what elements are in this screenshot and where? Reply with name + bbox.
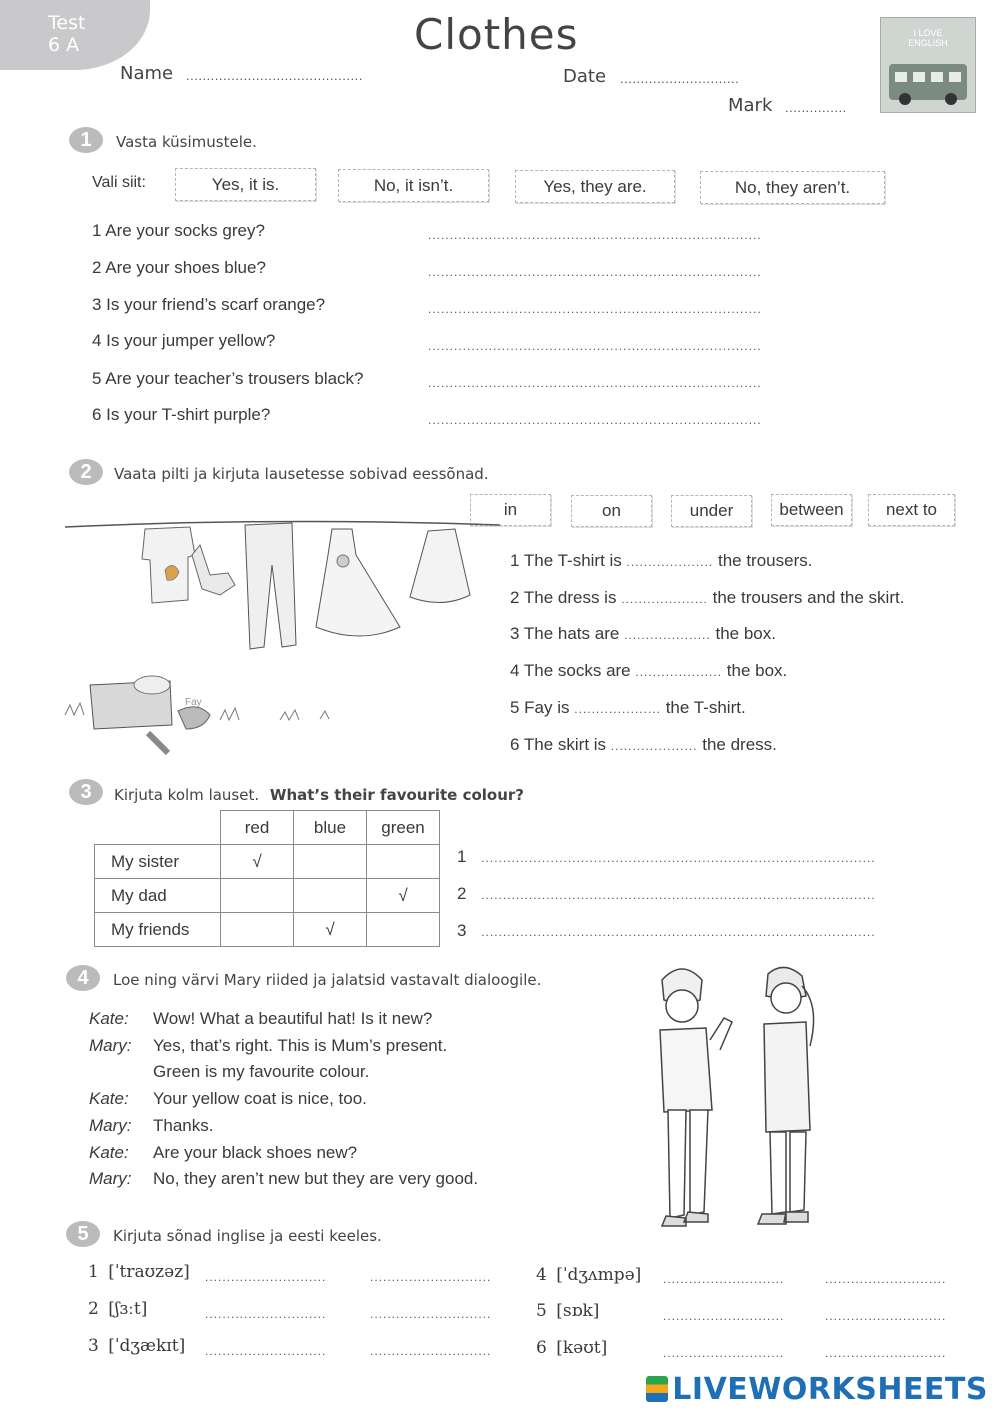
word-number: 6 — [536, 1338, 547, 1358]
table-cell — [221, 879, 294, 913]
estonian-field-1[interactable]: ............................ — [370, 1270, 492, 1284]
speaker-label: Mary: — [89, 1169, 132, 1189]
english-field-5[interactable]: ............................ — [663, 1309, 785, 1323]
sentence-4-start: 4 The socks are — [510, 661, 631, 680]
dialogue-text: Thanks. — [153, 1115, 214, 1135]
word-number: 3 — [88, 1336, 99, 1356]
bus-icon — [889, 64, 967, 100]
book-cover-text: I LOVE ENGLISH — [908, 28, 948, 48]
dialogue-text: Wow! What a beautiful hat! Is it new? — [153, 1009, 433, 1028]
liveworksheets-icon — [646, 1376, 668, 1402]
answer-field-3[interactable]: ............................................................................. — [428, 302, 762, 316]
dialogue-line — [89, 1006, 478, 1033]
dialogue-text: Your yellow coat is nice, too. — [153, 1089, 367, 1109]
fay-label: Fay — [185, 697, 202, 708]
dialogue-line — [89, 1033, 478, 1060]
word-ipa: [ˈdʒækɪt] — [108, 1336, 186, 1356]
dialogue-text: Yes, that’s right. This is Mum’s present. — [153, 1035, 448, 1055]
sentence-field-2[interactable]: ........................................................................................... — [481, 888, 876, 902]
test-badge-line2: 6 A — [48, 34, 80, 56]
choose-label: Vali siit: — [92, 174, 146, 191]
sentence-5-start: 5 Fay is — [510, 698, 570, 717]
exercise-3-question: What’s their favourite colour? — [269, 786, 524, 804]
option-no-they-arent: No, they aren’t. — [700, 171, 885, 204]
option-no-it-isnt: No, it isn’t. — [338, 169, 489, 202]
sentence-line-1 — [457, 847, 876, 867]
dialogue-line — [89, 1113, 478, 1140]
word-between: between — [771, 494, 852, 526]
box-icon — [90, 676, 172, 729]
sentence-1-start: 1 The T-shirt is — [510, 551, 622, 570]
socks-icon — [192, 545, 235, 595]
sentence-3-end: the box. — [715, 624, 776, 643]
word-next-to: next to — [868, 494, 955, 526]
gap-3[interactable]: .................... — [624, 628, 711, 642]
estonian-field-6[interactable]: ............................ — [825, 1346, 947, 1360]
estonian-field-4[interactable]: ............................ — [825, 1272, 947, 1286]
liveworksheets-logo[interactable] — [646, 1372, 988, 1407]
exercise-3-instruction — [114, 786, 524, 804]
word-ipa: [ˈdʒʌmpə] — [556, 1265, 642, 1285]
word-ipa: [sɒk] — [556, 1301, 600, 1321]
option-yes-it-is: Yes, it is. — [175, 168, 316, 201]
question-6: 6 Is your T-shirt purple? — [92, 405, 271, 424]
sentence-line-2 — [457, 884, 876, 904]
girls-illustration[interactable] — [640, 960, 840, 1240]
sentence-5 — [510, 698, 746, 718]
sentence-6-start: 6 The skirt is — [510, 735, 607, 754]
answer-field-2[interactable]: ............................................................................. — [428, 265, 762, 279]
exercise-3-number: 3 — [69, 779, 103, 805]
row-label: My sister — [95, 845, 221, 879]
question-4: 4 Is your jumper yellow? — [92, 331, 276, 350]
sentence-field-3[interactable]: ........................................................................................... — [481, 925, 876, 939]
estonian-field-3[interactable]: ............................ — [370, 1344, 492, 1358]
dialogue-text: Are your black shoes new? — [153, 1142, 358, 1162]
answer-field-6[interactable]: ............................................................................. — [428, 413, 762, 427]
word-in: in — [470, 494, 551, 526]
english-field-4[interactable]: ............................ — [663, 1272, 785, 1286]
name-field[interactable]: ........................................... — [186, 68, 363, 83]
gap-4[interactable]: .................... — [635, 665, 723, 679]
sentence-2-start: 2 The dress is — [510, 588, 617, 607]
line-number: 3 — [457, 921, 467, 940]
answer-field-1[interactable]: ............................................................................. — [428, 228, 762, 242]
word-number: 4 — [536, 1265, 547, 1285]
exercise-4-instruction: Loe ning värvi Mary riided ja jalatsid vastavalt dialoogile. — [113, 971, 542, 989]
word-row-1 — [88, 1262, 190, 1282]
dialogue-line — [89, 1166, 478, 1193]
row-label: My friends — [95, 913, 221, 947]
speaker-label: Mary: — [89, 1115, 132, 1135]
table-corner — [95, 811, 221, 845]
sentence-field-1[interactable]: ........................................................................................... — [481, 851, 876, 865]
sentence-4-end: the box. — [726, 661, 788, 680]
column-blue: blue — [294, 811, 367, 845]
word-row-3 — [88, 1336, 185, 1356]
word-row-5 — [536, 1301, 599, 1321]
question-3: 3 Is your friend’s scarf orange? — [92, 295, 326, 314]
sentence-1-end: the trousers. — [717, 551, 813, 570]
dialogue-text: No, they aren’t new but they are very good. — [153, 1169, 479, 1189]
skirt-icon — [410, 529, 470, 603]
sentence-1 — [510, 551, 812, 571]
estonian-field-5[interactable]: ............................ — [825, 1309, 947, 1323]
estonian-field-2[interactable]: ............................ — [370, 1307, 492, 1321]
page-title: Clothes — [414, 10, 579, 59]
date-field[interactable]: ............................. — [620, 71, 740, 86]
word-ipa: [kəʊt] — [556, 1338, 608, 1358]
mark-field[interactable]: ............... — [785, 100, 847, 115]
speaker-label: Mary: — [89, 1035, 132, 1055]
word-row-6 — [536, 1338, 607, 1358]
mary-figure-icon — [758, 967, 814, 1224]
sentence-2 — [510, 588, 904, 608]
gap-1[interactable]: .................... — [626, 555, 714, 569]
word-number: 1 — [88, 1262, 99, 1282]
english-field-1[interactable]: ............................ — [205, 1270, 327, 1284]
exercise-5-number: 5 — [66, 1221, 100, 1247]
dialogue-text: Green is my favourite colour. — [153, 1062, 370, 1082]
line-number: 2 — [457, 884, 467, 903]
table-cell — [221, 913, 294, 947]
name-label: Name — [120, 63, 174, 84]
kate-figure-icon — [660, 969, 732, 1226]
column-red: red — [221, 811, 294, 845]
clothesline-illustration — [60, 515, 500, 760]
word-ipa: [ʃɜːt] — [108, 1299, 148, 1319]
test-badge — [0, 0, 150, 70]
date-label: Date — [563, 66, 607, 87]
option-yes-they-are: Yes, they are. — [515, 170, 675, 203]
table-cell: √ — [367, 879, 440, 913]
exercise-2-instruction: Vaata pilti ja kirjuta lausetesse sobivad eessõnad. — [114, 465, 489, 483]
exercise-4-number: 4 — [66, 965, 100, 991]
sentence-6-end: the dress. — [702, 735, 777, 754]
exercise-5-instruction: Kirjuta sõnad inglise ja eesti keeles. — [113, 1227, 382, 1245]
table-cell: √ — [221, 845, 294, 879]
gap-6[interactable]: .................... — [610, 739, 698, 753]
speaker-label: Kate: — [89, 1142, 129, 1162]
word-ipa: [ˈtraʊzəz] — [108, 1262, 190, 1282]
word-number: 5 — [536, 1301, 547, 1321]
speaker-label: Kate: — [89, 1009, 129, 1028]
question-2: 2 Are your shoes blue? — [92, 258, 266, 277]
sentence-3-start: 3 The hats are — [510, 624, 620, 643]
exercise-1-instruction: Vasta küsimustele. — [116, 133, 257, 151]
dialogue-line — [89, 1059, 478, 1086]
sentence-5-end: the T-shirt. — [665, 698, 746, 717]
word-number: 2 — [88, 1299, 99, 1319]
test-badge-line1: Test — [48, 12, 86, 34]
sentence-6 — [510, 735, 777, 755]
sentence-3 — [510, 624, 776, 644]
exercise-3-instruction-text: Kirjuta kolm lauset. — [114, 786, 260, 804]
dress-icon — [316, 529, 400, 636]
question-5: 5 Are your teacher’s trousers black? — [92, 369, 364, 388]
column-green: green — [367, 811, 440, 845]
speaker-label: Kate: — [89, 1089, 129, 1109]
exercise-1-number: 1 — [69, 127, 103, 153]
dialogue — [89, 1006, 478, 1193]
colour-table — [94, 810, 440, 947]
table-cell — [294, 879, 367, 913]
book-cover-image — [880, 17, 976, 113]
sentence-line-3 — [457, 921, 876, 941]
sentence-4 — [510, 661, 787, 681]
question-1: 1 Are your socks grey? — [92, 221, 265, 240]
english-field-2[interactable]: ............................ — [205, 1307, 327, 1321]
word-row-2 — [88, 1299, 147, 1319]
english-field-3[interactable]: ............................ — [205, 1344, 327, 1358]
word-on: on — [571, 495, 652, 527]
word-under: under — [671, 495, 752, 527]
exercise-2-number: 2 — [69, 459, 103, 485]
answer-field-4[interactable]: ............................................................................. — [428, 339, 762, 353]
liveworksheets-logo-text: LIVEWORKSHEETS — [672, 1372, 988, 1407]
table-cell: √ — [294, 913, 367, 947]
tshirt-icon — [142, 527, 195, 603]
sentence-2-end: the trousers and the skirt. — [712, 588, 905, 607]
mark-label: Mark — [728, 95, 773, 116]
dialogue-line — [89, 1086, 478, 1113]
row-label: My dad — [95, 879, 221, 913]
line-number: 1 — [457, 847, 467, 866]
table-cell — [367, 845, 440, 879]
trousers-icon — [245, 523, 296, 649]
gap-5[interactable]: .................... — [574, 702, 661, 716]
table-cell — [367, 913, 440, 947]
dialogue-line — [89, 1140, 478, 1167]
word-row-4 — [536, 1265, 641, 1285]
answer-field-5[interactable]: ............................................................................. — [428, 376, 762, 390]
english-field-6[interactable]: ............................ — [663, 1346, 785, 1360]
gap-2[interactable]: .................... — [621, 592, 708, 606]
table-cell — [294, 845, 367, 879]
